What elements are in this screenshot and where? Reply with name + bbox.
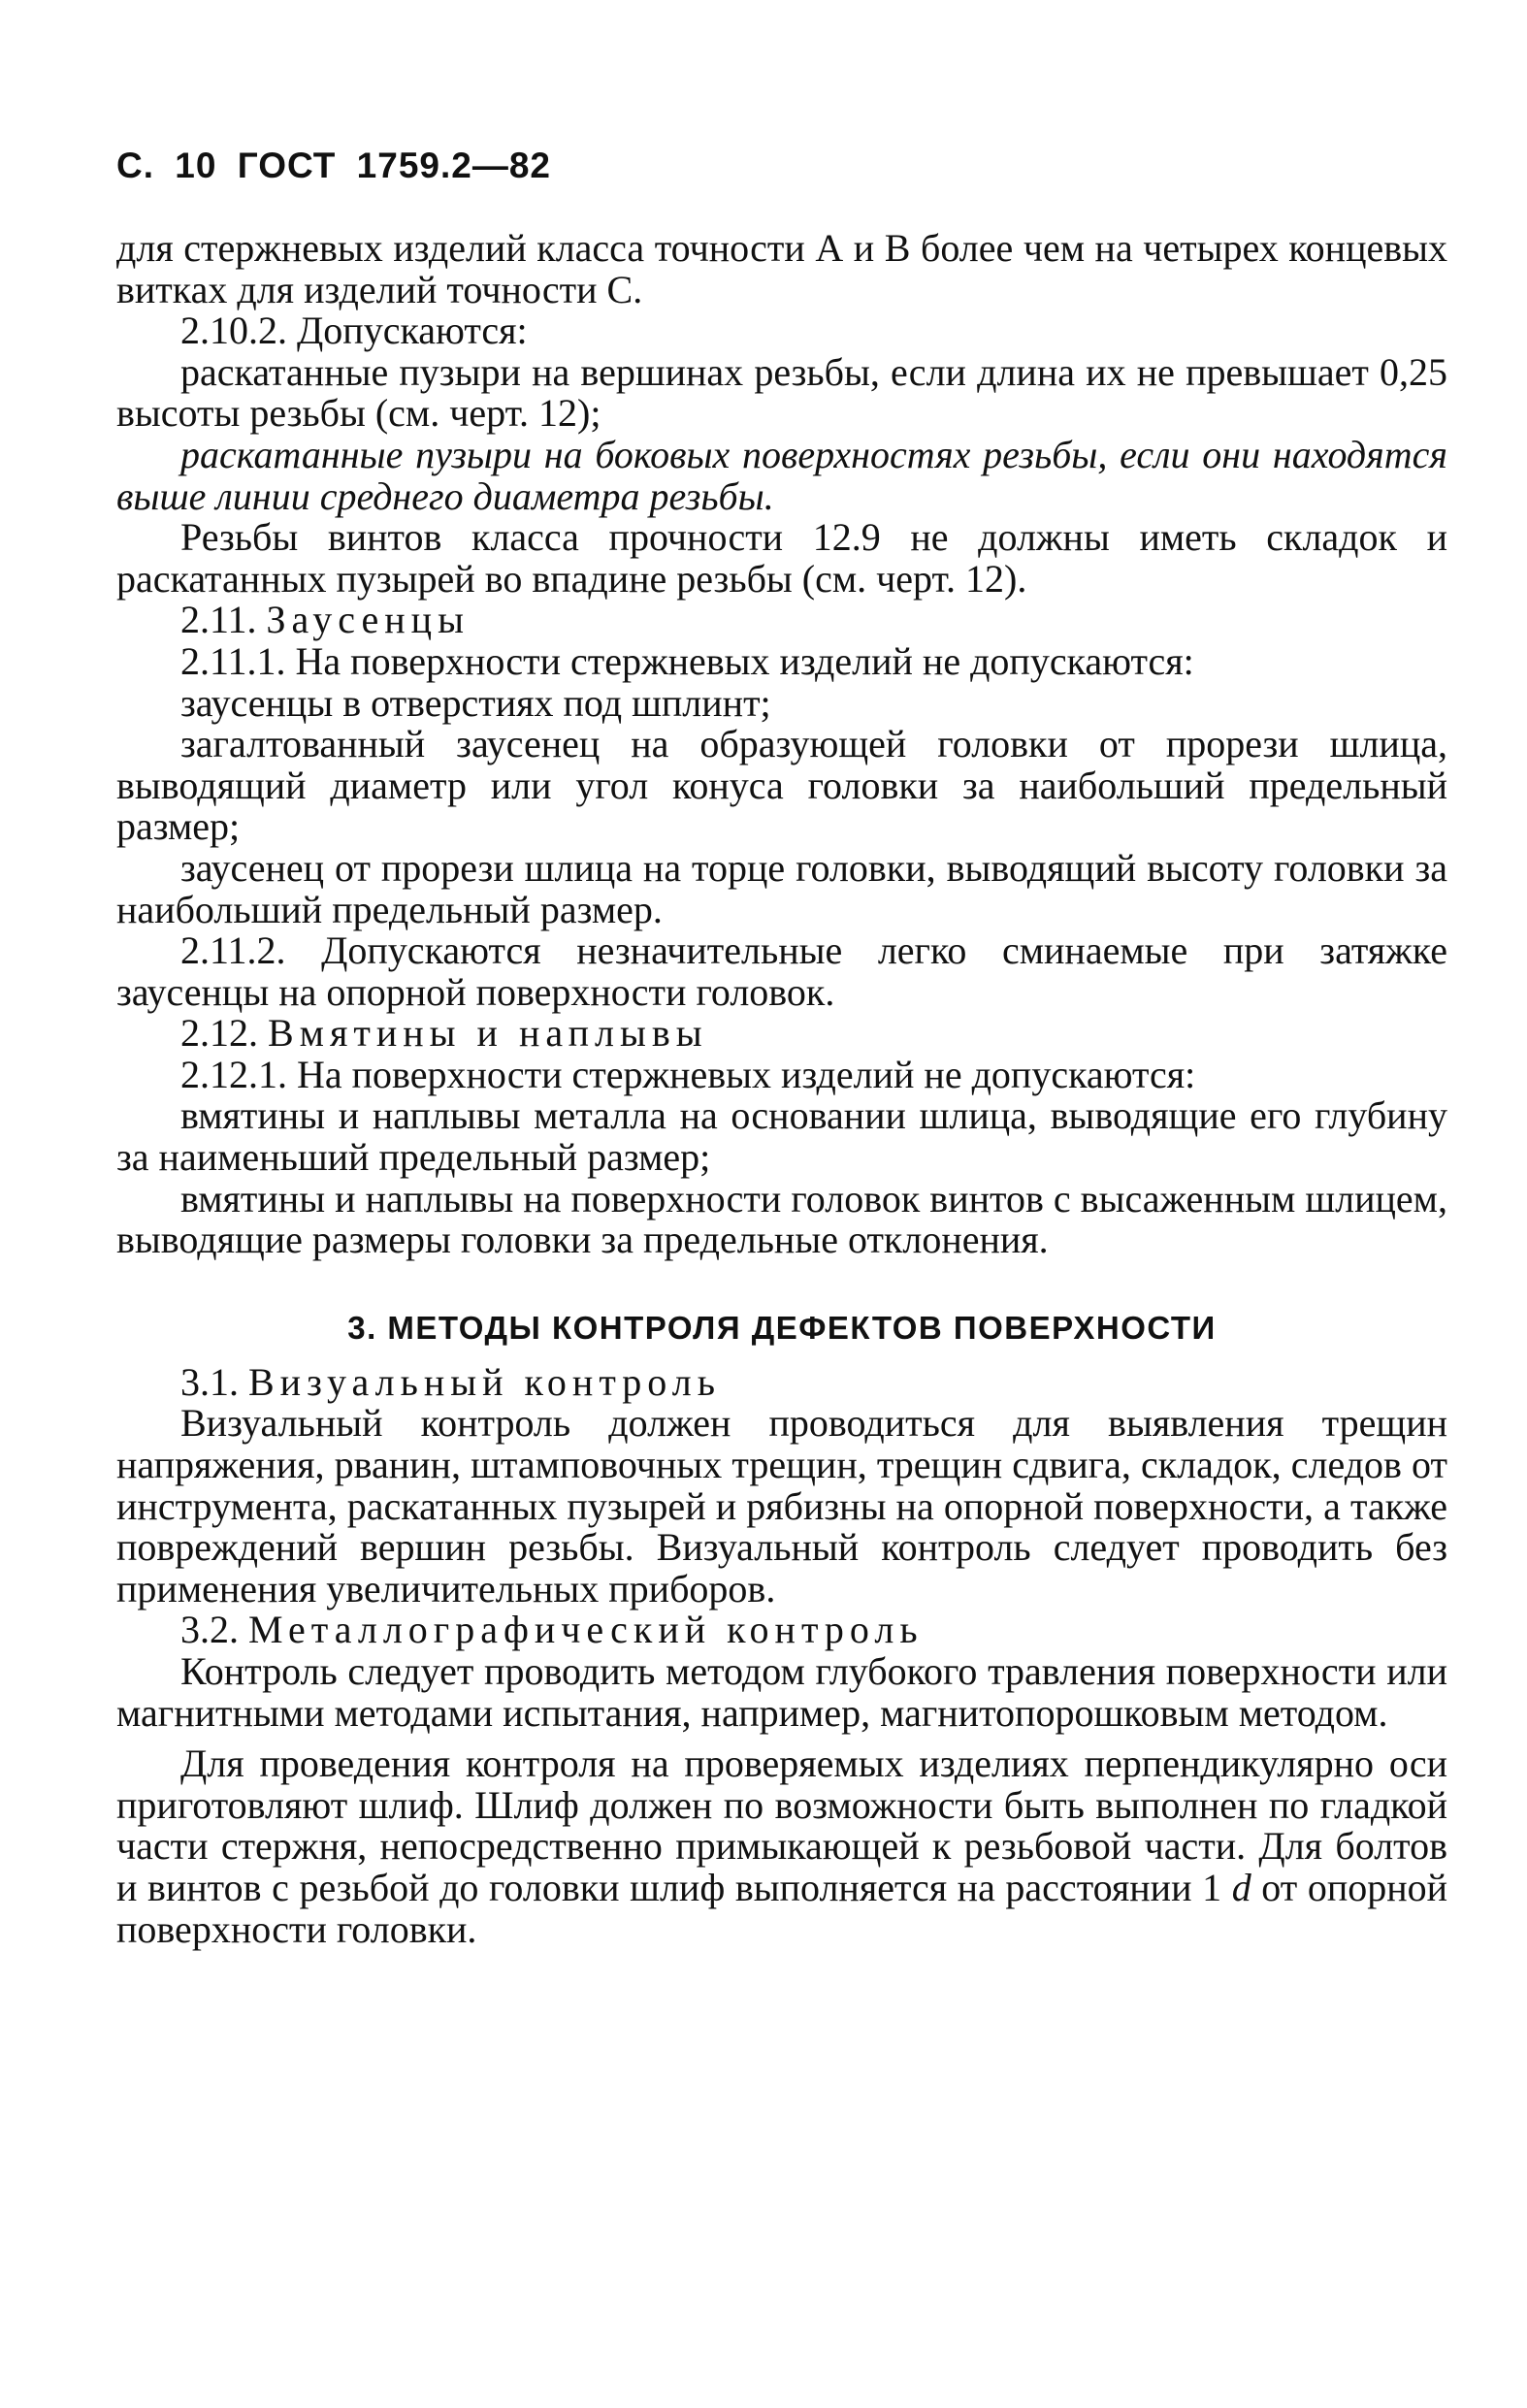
- list-item-rolled-burr: загалтованный заусенец на образующей головки от прорези шлица, выводящий диаметр или угол конуса головки за наибольший предельный размер;: [116, 722, 1447, 849]
- list-item-dents-slot-base: вмятины и наплывы металла на основании шлица, выводящие его глубину за наименьший предельный размер;: [116, 1093, 1447, 1180]
- clause-number: 3.1.: [180, 1359, 239, 1404]
- clause-2-12-heading: [116, 1013, 1447, 1055]
- paragraph-bubbles-crests: раскатанные пузыри на вершинах резьбы, если длина их не превышает 0,25 высоты резьбы (см. черт. 12);: [116, 349, 1447, 436]
- clause-number: 3.2.: [180, 1608, 239, 1652]
- paragraph-section-prep: [116, 1743, 1447, 1950]
- clause-3-2-heading: [116, 1610, 1447, 1651]
- clause-2-10-2: 2.10.2. Допускаются:: [180, 309, 528, 353]
- document-body: [116, 228, 1447, 1950]
- clause-title: Металлографический контроль: [248, 1608, 924, 1652]
- paragraph-bubbles-flanks: раскатанные пузыри на боковых поверхностях резьбы, если они находятся выше линии среднего диаметра резьбы.: [116, 432, 1447, 518]
- paragraph-etching-method: Контроль следует проводить методом глубокого травления поверхности или магнитными методами испытания, например, магнитопорошковым методом.: [116, 1649, 1447, 1735]
- paragraph-text-end: от опорной поверхности головки.: [116, 1865, 1448, 1951]
- paragraph-class-12-9: Резьбы винтов класса прочности 12.9 не должны иметь складок и раскатанных пузырей во впадине резьбы (см. черт. 12).: [116, 515, 1447, 601]
- distance-value: 1: [1202, 1865, 1222, 1909]
- clause-2-11-heading: [116, 600, 1447, 641]
- clause-title: Заусенцы: [266, 598, 470, 642]
- clause-number: 2.11.: [180, 598, 257, 642]
- list-item-dents-head: вмятины и наплывы на поверхности головок винтов с высаженным шлицем, выводящие размеры головки за предельные отклонения.: [116, 1176, 1447, 1262]
- list-item-slot-burr: заусенец от прорези шлица на торце головки, выводящий высоту головки за наибольший предельный размер.: [116, 845, 1447, 931]
- list-item-cotter-burrs: заусенцы в отверстиях под шплинт;: [180, 680, 771, 725]
- clause-title: Вмятины и наплывы: [268, 1011, 708, 1056]
- paragraph-continuation: для стержневых изделий класса точности А и В более чем на четырех концевых витках для изделий точности С.: [116, 226, 1447, 311]
- paragraph-visual-control: Визуальный контроль должен проводиться для выявления трещин напряжения, рванин, штамповочных трещин, трещин сдвига, складок, следов от инструмента, раскатанных пузырей и рябизны на опорной поверхности, а также повреждений вершин резьбы. Визуальный контроль следует проводить без применения увеличительных приборов.: [116, 1401, 1447, 1611]
- clause-2-11-2: 2.11.2. Допускаются незначительные легко сминаемые при затяжке заусенцы на опорной поверхности головок.: [116, 928, 1447, 1014]
- clause-3-1-heading: [116, 1359, 1447, 1404]
- diameter-symbol: d: [1231, 1865, 1251, 1909]
- clause-title: Визуальный контроль: [248, 1359, 721, 1404]
- paragraph-text: Для проведения контроля на проверяемых изделиях перпендикулярно оси приготовляют шлиф. Шлиф должен по возможности быть выполнен по гладкой части стержня, непосредственно примыкающей к резьбовой части. Для болтов и винтов с резьбой до головки шлиф выполняется на расстоянии: [116, 1741, 1447, 1909]
- clause-2-12-1: 2.12.1. На поверхности стержневых изделий не допускаются:: [180, 1052, 1196, 1096]
- page-header: С. 10 ГОСТ 1759.2—82: [116, 146, 551, 185]
- clause-number: 2.12.: [180, 1011, 258, 1056]
- clause-2-11-1: 2.11.1. На поверхности стержневых изделий не допускаются:: [180, 638, 1194, 683]
- section-3-title: 3. МЕТОДЫ КОНТРОЛЯ ДЕФЕКТОВ ПОВЕРХНОСТИ: [347, 1309, 1217, 1346]
